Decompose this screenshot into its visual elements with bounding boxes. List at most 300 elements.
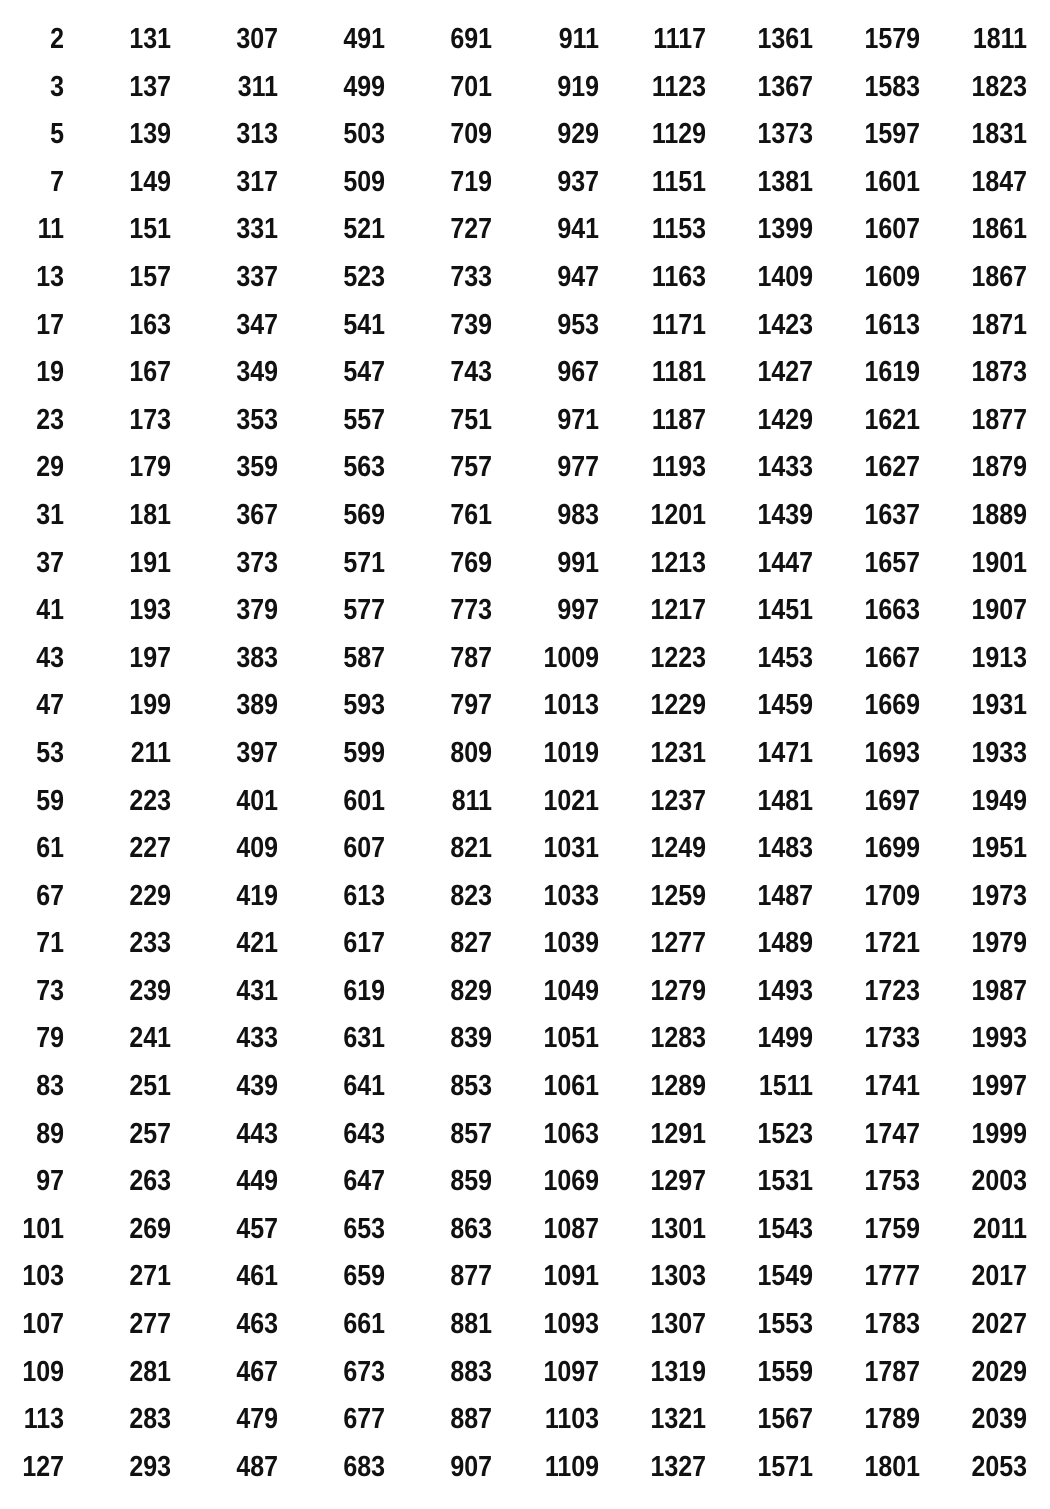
table-cell: 1733 (864, 1022, 920, 1055)
table-cell: 683 (343, 1450, 385, 1483)
table-column (385, 16, 492, 1491)
table-cell: 211 (130, 736, 171, 769)
table-cell: 2029 (971, 1355, 1027, 1388)
table-cell: 947 (557, 260, 599, 293)
table-cell: 409 (236, 832, 278, 865)
table-cell: 1999 (971, 1117, 1027, 1150)
table-cell: 1523 (757, 1117, 813, 1150)
table-cell: 227 (129, 832, 171, 865)
table-cell: 1453 (757, 641, 813, 674)
table-cell: 251 (129, 1070, 171, 1103)
table-cell: 383 (236, 641, 278, 674)
table-cell: 1427 (757, 356, 813, 389)
table-cell: 1667 (864, 641, 920, 674)
table-cell: 23 (36, 403, 64, 436)
table-cell: 1321 (650, 1403, 706, 1436)
table-cell: 359 (236, 451, 278, 484)
table-cell: 821 (450, 832, 492, 865)
table-cell: 1217 (650, 594, 706, 627)
table-cell: 467 (236, 1355, 278, 1388)
table-cell: 1039 (543, 927, 599, 960)
table-cell: 307 (236, 23, 278, 55)
table-cell: 179 (129, 451, 171, 484)
table-cell: 11 (37, 213, 64, 246)
table-cell: 1657 (864, 546, 920, 579)
table-cell: 97 (36, 1165, 64, 1198)
table-cell: 1433 (757, 451, 813, 484)
table-cell: 911 (558, 23, 599, 55)
table-cell: 1783 (864, 1308, 920, 1341)
table-cell: 1129 (651, 118, 706, 151)
table-cell: 1213 (650, 546, 706, 579)
table-cell: 569 (343, 498, 385, 531)
table-column (278, 16, 385, 1491)
table-cell: 83 (36, 1070, 64, 1103)
table-cell: 673 (343, 1355, 385, 1388)
table-cell: 1811 (972, 23, 1027, 55)
table-cell: 1697 (864, 784, 920, 817)
table-cell: 421 (236, 927, 278, 960)
table-cell: 1597 (864, 118, 920, 151)
table-cell: 1987 (971, 974, 1027, 1007)
table-cell: 769 (450, 546, 492, 579)
table-cell: 283 (129, 1403, 171, 1436)
table-cell: 457 (236, 1212, 278, 1245)
table-cell: 1049 (543, 974, 599, 1007)
table-cell: 499 (343, 70, 385, 103)
table-cell: 53 (36, 736, 64, 769)
table-cell: 2003 (971, 1165, 1027, 1198)
table-cell: 1097 (543, 1355, 599, 1388)
table-cell: 139 (129, 118, 171, 151)
table-cell: 1601 (864, 165, 920, 198)
table-cell: 1949 (971, 784, 1027, 817)
table-cell: 1951 (971, 832, 1027, 865)
table-cell: 443 (236, 1117, 278, 1150)
table-cell: 661 (343, 1308, 385, 1341)
table-cell: 1889 (971, 498, 1027, 531)
table-cell: 199 (129, 689, 171, 722)
table-cell: 523 (343, 260, 385, 293)
table-cell: 1181 (651, 356, 706, 389)
table-cell: 1871 (971, 308, 1027, 341)
table-cell: 2039 (971, 1403, 1027, 1436)
table-cell: 1867 (971, 260, 1027, 293)
table-cell: 7 (50, 165, 64, 198)
table-cell: 1861 (971, 213, 1027, 246)
table-cell: 1063 (543, 1117, 599, 1150)
table-cell: 1979 (971, 927, 1027, 960)
table-cell: 433 (236, 1022, 278, 1055)
table-cell: 1033 (543, 879, 599, 912)
table-cell: 1621 (864, 403, 920, 436)
table-cell: 593 (343, 689, 385, 722)
table-cell: 449 (236, 1165, 278, 1198)
table-cell: 1877 (971, 403, 1027, 436)
table-cell: 419 (236, 879, 278, 912)
table-cell: 59 (36, 784, 64, 817)
table-cell: 397 (236, 736, 278, 769)
table-cell: 463 (236, 1308, 278, 1341)
table-column (813, 16, 920, 1491)
table-cell: 643 (343, 1117, 385, 1150)
table-cell: 1579 (864, 23, 920, 55)
table-cell: 1997 (971, 1070, 1027, 1103)
table-cell: 1531 (757, 1165, 813, 1198)
table-cell: 1279 (650, 974, 706, 1007)
table-column (920, 16, 1027, 1491)
table-cell: 277 (129, 1308, 171, 1341)
table-column (492, 16, 599, 1491)
table-cell: 1787 (864, 1355, 920, 1388)
table-cell: 491 (343, 23, 385, 55)
table-cell: 587 (343, 641, 385, 674)
table-cell: 479 (236, 1403, 278, 1436)
table-cell: 919 (557, 70, 599, 103)
table-cell: 761 (450, 498, 492, 531)
table-cell: 103 (22, 1260, 64, 1293)
table-cell: 373 (236, 546, 278, 579)
table-cell: 1487 (757, 879, 813, 912)
table-cell: 281 (129, 1355, 171, 1388)
table-column (171, 16, 278, 1491)
table-cell: 1231 (650, 736, 706, 769)
table-cell: 401 (236, 784, 278, 817)
table-cell: 1423 (757, 308, 813, 341)
table-cell: 1429 (757, 403, 813, 436)
table-cell: 1031 (543, 832, 599, 865)
table-cell: 1109 (544, 1450, 599, 1483)
table-cell: 1873 (971, 356, 1027, 389)
table-cell: 547 (343, 356, 385, 389)
table-cell: 1163 (651, 260, 706, 293)
table-cell: 1087 (543, 1212, 599, 1245)
table-cell: 1187 (651, 403, 706, 436)
table-cell: 1069 (543, 1165, 599, 1198)
table-cell: 271 (129, 1260, 171, 1293)
table-cell: 1801 (864, 1450, 920, 1483)
table-cell: 743 (450, 356, 492, 389)
table-cell: 13 (36, 260, 64, 293)
table-cell: 1373 (757, 118, 813, 151)
table-cell: 1051 (543, 1022, 599, 1055)
table-cell: 41 (36, 594, 64, 627)
table-cell: 1567 (757, 1403, 813, 1436)
table-cell: 109 (22, 1355, 64, 1388)
table-cell: 263 (129, 1165, 171, 1198)
table-cell: 367 (236, 498, 278, 531)
table-cell: 977 (557, 451, 599, 484)
table-cell: 1583 (864, 70, 920, 103)
table-cell: 509 (343, 165, 385, 198)
table-cell: 1061 (543, 1070, 599, 1103)
table-cell: 541 (343, 308, 385, 341)
table-cell: 929 (557, 118, 599, 151)
table-column (64, 16, 171, 1491)
table-cell: 571 (343, 546, 385, 579)
table-cell: 991 (557, 546, 599, 579)
table-cell: 709 (450, 118, 492, 151)
table-cell: 1103 (544, 1403, 599, 1436)
table-cell: 1367 (757, 70, 813, 103)
table-cell: 1609 (864, 260, 920, 293)
table-cell: 971 (557, 403, 599, 436)
table-cell: 613 (343, 879, 385, 912)
table-cell: 311 (237, 70, 278, 103)
table-cell: 2017 (971, 1260, 1027, 1293)
table-cell: 181 (129, 498, 171, 531)
table-cell: 601 (343, 784, 385, 817)
table-cell: 1879 (971, 451, 1027, 484)
table-cell: 1123 (651, 70, 706, 103)
table-cell: 73 (36, 974, 64, 1007)
table-cell: 241 (129, 1022, 171, 1055)
table-cell: 47 (36, 689, 64, 722)
table-cell: 1481 (757, 784, 813, 817)
table-cell: 937 (557, 165, 599, 198)
table-cell: 967 (557, 356, 599, 389)
table-cell: 1721 (864, 927, 920, 960)
table-cell: 827 (450, 927, 492, 960)
table-cell: 1741 (864, 1070, 920, 1103)
table-cell: 197 (129, 641, 171, 674)
table-cell: 691 (450, 23, 492, 55)
table-cell: 1019 (543, 736, 599, 769)
table-cell: 257 (129, 1117, 171, 1150)
table-cell: 787 (450, 641, 492, 674)
table-cell: 1447 (757, 546, 813, 579)
table-cell: 1117 (653, 23, 706, 55)
table-cell: 739 (450, 308, 492, 341)
table-cell: 1709 (864, 879, 920, 912)
table-cell: 877 (450, 1260, 492, 1293)
table-cell: 577 (343, 594, 385, 627)
table-cell: 1009 (543, 641, 599, 674)
table-cell: 1847 (971, 165, 1027, 198)
table-cell: 619 (343, 974, 385, 1007)
table-cell: 1171 (651, 308, 706, 341)
table-cell: 107 (22, 1308, 64, 1341)
table-cell: 809 (450, 736, 492, 769)
table-cell: 1543 (757, 1212, 813, 1245)
table-cell: 71 (36, 927, 64, 960)
table-cell: 1283 (650, 1022, 706, 1055)
table-cell: 2011 (972, 1212, 1027, 1245)
table-cell: 701 (450, 70, 492, 103)
table-cell: 1607 (864, 213, 920, 246)
table-cell: 239 (129, 974, 171, 1007)
table-cell: 1483 (757, 832, 813, 865)
table-cell: 1301 (650, 1212, 706, 1245)
table-cell: 829 (450, 974, 492, 1007)
table-cell: 1093 (543, 1308, 599, 1341)
table-cell: 1451 (757, 594, 813, 627)
table-cell: 839 (450, 1022, 492, 1055)
table-cell: 1153 (651, 213, 706, 246)
table-cell: 983 (557, 498, 599, 531)
table-cell: 881 (450, 1308, 492, 1341)
table-cell: 1789 (864, 1403, 920, 1436)
table-cell: 883 (450, 1355, 492, 1388)
table-cell: 1559 (757, 1355, 813, 1388)
table-cell: 37 (36, 546, 64, 579)
prime-number-table (0, 16, 1050, 1491)
table-cell: 1327 (650, 1450, 706, 1483)
table-cell: 349 (236, 356, 278, 389)
table-cell: 31 (36, 498, 64, 531)
table-cell: 1201 (650, 498, 706, 531)
table-cell: 797 (450, 689, 492, 722)
table-cell: 1291 (650, 1117, 706, 1150)
table-cell: 2027 (971, 1308, 1027, 1341)
table-cell: 1289 (650, 1070, 706, 1103)
table-cell: 887 (450, 1403, 492, 1436)
table-cell: 43 (36, 641, 64, 674)
table-cell: 1549 (757, 1260, 813, 1293)
table-cell: 1193 (651, 451, 706, 484)
table-cell: 1511 (758, 1070, 813, 1103)
table-cell: 1499 (757, 1022, 813, 1055)
table-cell: 353 (236, 403, 278, 436)
table-column (599, 16, 706, 1491)
table-cell: 223 (129, 784, 171, 817)
table-cell: 641 (343, 1070, 385, 1103)
table-cell: 1493 (757, 974, 813, 1007)
table-cell: 1459 (757, 689, 813, 722)
table-cell: 1993 (971, 1022, 1027, 1055)
table-cell: 19 (36, 356, 64, 389)
table-cell: 1901 (971, 546, 1027, 579)
table-cell: 557 (343, 403, 385, 436)
table-cell: 823 (450, 879, 492, 912)
table-cell: 1021 (543, 784, 599, 817)
table-cell: 1091 (543, 1260, 599, 1293)
table-cell: 29 (36, 451, 64, 484)
table-cell: 563 (343, 451, 385, 484)
table-cell: 379 (236, 594, 278, 627)
table-cell: 313 (236, 118, 278, 151)
table-cell: 1823 (971, 70, 1027, 103)
table-cell: 631 (343, 1022, 385, 1055)
table-cell: 233 (129, 927, 171, 960)
table-cell: 1747 (864, 1117, 920, 1150)
table-cell: 151 (129, 213, 171, 246)
table-cell: 5 (50, 118, 64, 151)
table-cell: 953 (557, 308, 599, 341)
table-cell: 229 (129, 879, 171, 912)
table-cell: 1307 (650, 1308, 706, 1341)
table-cell: 157 (129, 260, 171, 293)
table-cell: 607 (343, 832, 385, 865)
table-cell: 1237 (650, 784, 706, 817)
table-cell: 389 (236, 689, 278, 722)
table-cell: 439 (236, 1070, 278, 1103)
table-cell: 503 (343, 118, 385, 151)
table-cell: 1973 (971, 879, 1027, 912)
table-cell: 599 (343, 736, 385, 769)
table-cell: 1303 (650, 1260, 706, 1293)
table-cell: 1361 (757, 23, 813, 55)
table-cell: 269 (129, 1212, 171, 1245)
table-cell: 1723 (864, 974, 920, 1007)
table-cell: 191 (129, 546, 171, 579)
table-cell: 131 (129, 23, 171, 55)
table-cell: 1013 (543, 689, 599, 722)
table-cell: 677 (343, 1403, 385, 1436)
table-column (706, 16, 813, 1491)
table-cell: 1249 (650, 832, 706, 865)
table-cell: 1663 (864, 594, 920, 627)
table-cell: 1699 (864, 832, 920, 865)
table-cell: 101 (22, 1212, 64, 1245)
table-cell: 67 (36, 879, 64, 912)
table-cell: 751 (450, 403, 492, 436)
table-cell: 997 (557, 594, 599, 627)
table-cell: 137 (129, 70, 171, 103)
table-cell: 1637 (864, 498, 920, 531)
table-cell: 1931 (971, 689, 1027, 722)
table-cell: 173 (129, 403, 171, 436)
table-cell: 193 (129, 594, 171, 627)
table-cell: 167 (129, 356, 171, 389)
table-cell: 1297 (650, 1165, 706, 1198)
table-cell: 1913 (971, 641, 1027, 674)
table-cell: 149 (129, 165, 171, 198)
table-cell: 863 (450, 1212, 492, 1245)
table-cell: 487 (236, 1450, 278, 1483)
table-cell: 1439 (757, 498, 813, 531)
table-cell: 89 (36, 1117, 64, 1150)
table-cell: 461 (236, 1260, 278, 1293)
table-cell: 337 (236, 260, 278, 293)
table-cell: 907 (450, 1450, 492, 1483)
table-cell: 659 (343, 1260, 385, 1293)
table-cell: 113 (23, 1403, 65, 1436)
table-cell: 17 (36, 308, 64, 341)
table-cell: 1319 (650, 1355, 706, 1388)
table-cell: 727 (450, 213, 492, 246)
table-cell: 317 (236, 165, 278, 198)
table-cell: 1777 (864, 1260, 920, 1293)
table-cell: 293 (129, 1450, 171, 1483)
table-cell: 1259 (650, 879, 706, 912)
table-cell: 1571 (757, 1450, 813, 1483)
table-cell: 79 (36, 1022, 64, 1055)
table-cell: 163 (129, 308, 171, 341)
table-cell: 2053 (971, 1450, 1027, 1483)
table-cell: 653 (343, 1212, 385, 1245)
table-cell: 1399 (757, 213, 813, 246)
table-cell: 1151 (651, 165, 706, 198)
table-cell: 1229 (650, 689, 706, 722)
table-cell: 331 (236, 213, 278, 246)
table-column (0, 16, 64, 1491)
table-cell: 1907 (971, 594, 1027, 627)
table-cell: 941 (557, 213, 599, 246)
table-cell: 1753 (864, 1165, 920, 1198)
table-cell: 347 (236, 308, 278, 341)
table-cell: 719 (450, 165, 492, 198)
table-cell: 1277 (650, 927, 706, 960)
table-cell: 1489 (757, 927, 813, 960)
table-cell: 617 (343, 927, 385, 960)
table-cell: 757 (450, 451, 492, 484)
table-cell: 1409 (757, 260, 813, 293)
table-cell: 1471 (757, 736, 813, 769)
table-cell: 1759 (864, 1212, 920, 1245)
table-cell: 1627 (864, 451, 920, 484)
table-cell: 1831 (971, 118, 1027, 151)
